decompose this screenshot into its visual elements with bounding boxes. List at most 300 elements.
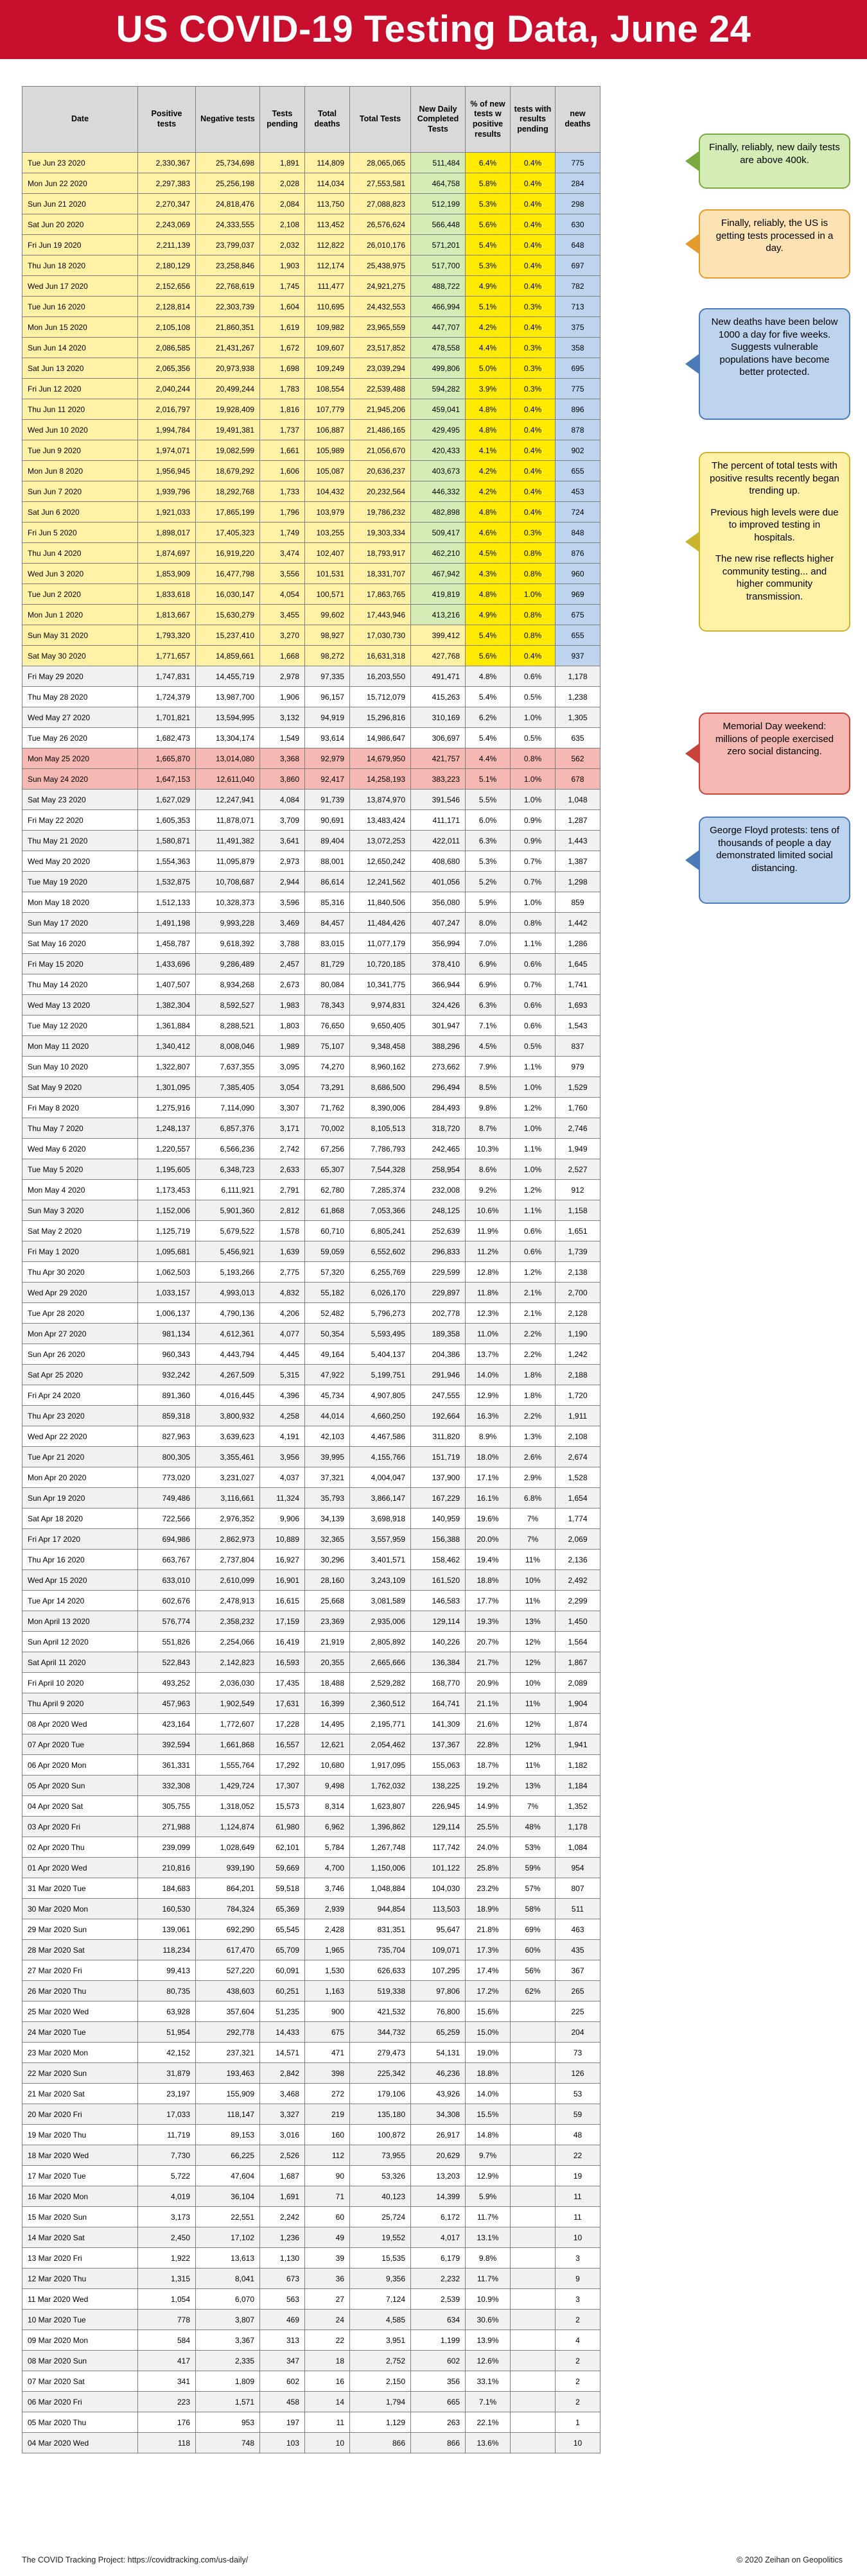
table-cell: 25 Mar 2020 Wed [22, 2001, 138, 2022]
table-cell: 10 Mar 2020 Tue [22, 2310, 138, 2330]
table-cell: 39 [305, 2248, 350, 2269]
table-cell: 4,467,586 [350, 1426, 411, 1447]
table-cell: 229,897 [411, 1283, 466, 1303]
table-cell: 137,900 [411, 1467, 466, 1488]
table-cell: 357,604 [196, 2001, 260, 2022]
table-cell: 2,358,232 [196, 1611, 260, 1632]
table-cell: 1,442 [556, 913, 600, 933]
table-cell: 1,178 [556, 666, 600, 687]
table-cell: 8,288,521 [196, 1016, 260, 1036]
table-cell: 100,571 [305, 584, 350, 605]
table-cell: 19.3% [466, 1611, 511, 1632]
table-cell: 22,539,488 [350, 379, 411, 399]
table-cell: 65,307 [305, 1159, 350, 1180]
table-cell: 3,788 [260, 933, 305, 954]
table-cell: 4,206 [260, 1303, 305, 1324]
table-cell: 5.4% [466, 687, 511, 707]
table-row [22, 1776, 600, 1796]
table-cell: 2.9% [511, 1467, 556, 1488]
table-cell: 0.4% [511, 235, 556, 255]
table-cell: 105,989 [305, 440, 350, 461]
table-cell: 2,939 [305, 1899, 350, 1919]
table-cell: 0.6% [511, 1016, 556, 1036]
table-cell: 3,468 [260, 2084, 305, 2104]
table-cell: 6.4% [466, 153, 511, 173]
table-cell: 944,854 [350, 1899, 411, 1919]
table-cell: 14.9% [466, 1796, 511, 1817]
table-cell: 118,234 [138, 1940, 196, 1960]
table-cell: 1,783 [260, 379, 305, 399]
table-cell: 97,806 [411, 1981, 466, 2001]
table-cell: 59,518 [260, 1878, 305, 1899]
table-cell: 5,593,495 [350, 1324, 411, 1344]
table-row [22, 1385, 600, 1406]
table-cell: 4 [556, 2330, 600, 2351]
table-row [22, 872, 600, 892]
table-cell: 27,088,823 [350, 194, 411, 214]
table-cell: 27,553,581 [350, 173, 411, 194]
table-cell: Sun May 31 2020 [22, 625, 138, 646]
table-cell: 447,707 [411, 317, 466, 338]
table-cell: 6,026,170 [350, 1283, 411, 1303]
table-cell: 1.1% [511, 1200, 556, 1221]
table-cell: 8.7% [466, 1118, 511, 1139]
table-cell: 1,921,033 [138, 502, 196, 523]
table-cell: 401,056 [411, 872, 466, 892]
table-cell: 784,324 [196, 1899, 260, 1919]
table-cell: 1,287 [556, 810, 600, 831]
table-cell: 11% [511, 1550, 556, 1570]
table-cell: Fri May 15 2020 [22, 954, 138, 974]
table-cell: 6,172 [411, 2207, 466, 2227]
table-cell [511, 2351, 556, 2371]
table-cell: 1.8% [511, 1385, 556, 1406]
table-cell: 0.4% [511, 399, 556, 420]
table-cell: 74,270 [305, 1057, 350, 1077]
table-cell: 1,305 [556, 707, 600, 728]
table-cell: 19 Mar 2020 Thu [22, 2125, 138, 2145]
table-cell: 1,965 [305, 1940, 350, 1960]
table-cell: Thu Jun 11 2020 [22, 399, 138, 420]
table-cell: 65,259 [411, 2022, 466, 2043]
table-cell: Mon Apr 20 2020 [22, 1467, 138, 1488]
table-cell: Sun April 12 2020 [22, 1632, 138, 1652]
table-cell: 06 Apr 2020 Mon [22, 1755, 138, 1776]
table-cell: 407,247 [411, 913, 466, 933]
table-cell: 1,733 [260, 481, 305, 502]
table-cell: 4.8% [466, 666, 511, 687]
table-cell [511, 2289, 556, 2310]
table-cell: 13.6% [466, 2433, 511, 2453]
table-cell [511, 2433, 556, 2453]
table-cell: 11.9% [466, 1221, 511, 1241]
table-cell: 630 [556, 214, 600, 235]
table-cell: 18,793,917 [350, 543, 411, 564]
table-cell: 48 [556, 2125, 600, 2145]
table-cell: 388,296 [411, 1036, 466, 1057]
table-row [22, 1632, 600, 1652]
table-row [22, 276, 600, 297]
table-cell: 158,462 [411, 1550, 466, 1570]
table-cell: 306,697 [411, 728, 466, 748]
table-cell: 398 [305, 2063, 350, 2084]
table-cell: 8,592,527 [196, 995, 260, 1016]
table-cell: 24,333,555 [196, 214, 260, 235]
table-cell: 4,155,766 [350, 1447, 411, 1467]
table-row [22, 194, 600, 214]
table-cell: 12% [511, 1652, 556, 1673]
table-cell: 30.6% [466, 2310, 511, 2330]
table-cell: 65,545 [260, 1919, 305, 1940]
table-cell: 04 Mar 2020 Wed [22, 2433, 138, 2453]
table-cell: 273,662 [411, 1057, 466, 1077]
table-row [22, 399, 600, 420]
table-cell: 20.0% [466, 1529, 511, 1550]
table-cell: 272 [305, 2084, 350, 2104]
table-cell: 9,286,489 [196, 954, 260, 974]
table-cell: 1,672 [260, 338, 305, 358]
table-cell: 2,150 [350, 2371, 411, 2392]
table-row [22, 564, 600, 584]
table-cell: 2,457 [260, 954, 305, 974]
table-row [22, 666, 600, 687]
table-cell: 30,296 [305, 1550, 350, 1570]
table-cell: Tue Jun 23 2020 [22, 153, 138, 173]
table-cell: 419,819 [411, 584, 466, 605]
table-cell: 2,335 [196, 2351, 260, 2371]
table-cell: 415,263 [411, 687, 466, 707]
table-cell: 13.7% [466, 1344, 511, 1365]
table-cell: Mon May 25 2020 [22, 748, 138, 769]
table-row [22, 2310, 600, 2330]
table-cell: 9,498 [305, 1776, 350, 1796]
table-cell: 0.4% [511, 194, 556, 214]
table-row [22, 1837, 600, 1858]
table-cell: 6,566,236 [196, 1139, 260, 1159]
table-cell: 859,318 [138, 1406, 196, 1426]
table-cell: 617,470 [196, 1940, 260, 1960]
table-cell: 59 [556, 2104, 600, 2125]
table-cell: 90,691 [305, 810, 350, 831]
table-cell: 54,131 [411, 2043, 466, 2063]
table-cell: Sun Apr 19 2020 [22, 1488, 138, 1508]
table-cell: 1,396,862 [350, 1817, 411, 1837]
table-cell: 11.8% [466, 1283, 511, 1303]
table-cell: 27 [305, 2289, 350, 2310]
table-cell: 5,784 [305, 1837, 350, 1858]
table-cell: 13,987,700 [196, 687, 260, 707]
table-row [22, 2186, 600, 2207]
table-cell: 80,735 [138, 1981, 196, 2001]
table-cell: Tue Jun 16 2020 [22, 297, 138, 317]
table-cell: 1,236 [260, 2227, 305, 2248]
table-cell: 4.8% [466, 502, 511, 523]
table-row [22, 954, 600, 974]
table-cell [511, 2248, 556, 2269]
table-cell: 1,745 [260, 276, 305, 297]
table-cell: 73,291 [305, 1077, 350, 1098]
table-row [22, 1303, 600, 1324]
table-cell: 491,471 [411, 666, 466, 687]
table-cell: 14 Mar 2020 Sat [22, 2227, 138, 2248]
table-cell: 22,551 [196, 2207, 260, 2227]
table-cell: 16,919,220 [196, 543, 260, 564]
table-row [22, 1940, 600, 1960]
table-cell: 17 Mar 2020 Tue [22, 2166, 138, 2186]
table-cell: 13,304,174 [196, 728, 260, 748]
table-cell: 07 Apr 2020 Tue [22, 1734, 138, 1755]
table-cell: 16,030,147 [196, 584, 260, 605]
table-cell: 11.7% [466, 2207, 511, 2227]
table-cell: 633,010 [138, 1570, 196, 1591]
table-cell: 1,580,871 [138, 831, 196, 851]
table-cell: 18,488 [305, 1673, 350, 1693]
table-cell: 22.1% [466, 2412, 511, 2433]
table-cell: 141,309 [411, 1714, 466, 1734]
table-cell: 511,484 [411, 153, 466, 173]
table-cell: 1,062,503 [138, 1262, 196, 1283]
table-cell: 2,492 [556, 1570, 600, 1591]
table-cell: 1,433,696 [138, 954, 196, 974]
table-cell: 25.8% [466, 1858, 511, 1878]
table-cell: 675 [556, 605, 600, 625]
table-cell: Fri May 8 2020 [22, 1098, 138, 1118]
table-cell: 1,687 [260, 2166, 305, 2186]
table-cell: 1,647,153 [138, 769, 196, 790]
table-cell: 311,820 [411, 1426, 466, 1447]
table-cell: 2,812 [260, 1200, 305, 1221]
table-cell: 21.7% [466, 1652, 511, 1673]
table-cell: 16,927 [260, 1550, 305, 1570]
table-cell: 232,008 [411, 1180, 466, 1200]
table-cell: 17,307 [260, 1776, 305, 1796]
table-cell: 298 [556, 194, 600, 214]
table-cell: 109,607 [305, 338, 350, 358]
table-cell: 11,840,506 [350, 892, 411, 913]
table-cell: 4,054 [260, 584, 305, 605]
table-cell: 6,179 [411, 2248, 466, 2269]
table-cell: 229,599 [411, 1262, 466, 1283]
table-cell: 482,898 [411, 502, 466, 523]
table-cell [511, 2166, 556, 2186]
table-cell: 168,770 [411, 1673, 466, 1693]
table-cell: 60% [511, 1940, 556, 1960]
table-row [22, 1960, 600, 1981]
table-cell: 10% [511, 1570, 556, 1591]
table-cell: 937 [556, 646, 600, 666]
table-cell: 1,774 [556, 1508, 600, 1529]
table-cell: 1,747,831 [138, 666, 196, 687]
table-cell: Wed May 20 2020 [22, 851, 138, 872]
table-cell: 0.3% [511, 379, 556, 399]
table-cell: 2,152,656 [138, 276, 196, 297]
table-cell: 01 Apr 2020 Wed [22, 1858, 138, 1878]
table-cell: Wed Apr 15 2020 [22, 1570, 138, 1591]
table-row [22, 214, 600, 235]
table-cell: 2,529,282 [350, 1673, 411, 1693]
table-row [22, 769, 600, 790]
table-cell: 469 [260, 2310, 305, 2330]
table-cell: 51,235 [260, 2001, 305, 2022]
table-cell: 464,758 [411, 173, 466, 194]
table-cell: 4.9% [466, 276, 511, 297]
table-cell: 1,443 [556, 831, 600, 851]
table-cell: 1,158 [556, 1200, 600, 1221]
table-cell: 6,348,723 [196, 1159, 260, 1180]
table-cell: 20,636,237 [350, 461, 411, 481]
table-cell: 782 [556, 276, 600, 297]
table-cell: 1,833,618 [138, 584, 196, 605]
table-cell: 17,030,730 [350, 625, 411, 646]
table-cell: 65,709 [260, 1940, 305, 1960]
table-cell: 135,180 [350, 2104, 411, 2125]
table-cell: 197 [260, 2412, 305, 2433]
table-cell: 103,979 [305, 502, 350, 523]
table-cell: 3,469 [260, 913, 305, 933]
table-cell: 634 [411, 2310, 466, 2330]
table-cell: 1.2% [511, 1262, 556, 1283]
table-cell: 0.4% [511, 153, 556, 173]
table-cell: 318,720 [411, 1118, 466, 1139]
table-cell: 1,939,796 [138, 481, 196, 502]
callout-protests [699, 817, 850, 904]
table-cell: 5.0% [466, 358, 511, 379]
table-cell: Wed May 27 2020 [22, 707, 138, 728]
table-row [22, 1365, 600, 1385]
table-cell: 2.2% [511, 1324, 556, 1344]
table-cell: Wed Jun 3 2020 [22, 564, 138, 584]
table-cell: 2,539 [411, 2289, 466, 2310]
table-cell: 21,919 [305, 1632, 350, 1652]
table-cell: 129,114 [411, 1817, 466, 1837]
table-row [22, 2001, 600, 2022]
table-cell: 78,343 [305, 995, 350, 1016]
table-cell: 5,456,921 [196, 1241, 260, 1262]
table-cell: 4.5% [466, 1036, 511, 1057]
table-row [22, 338, 600, 358]
table-cell: 1,182 [556, 1755, 600, 1776]
column-header: tests with results pending [511, 87, 556, 153]
table-cell: 1,318,052 [196, 1796, 260, 1817]
table-cell: Thu May 21 2020 [22, 831, 138, 851]
table-cell: 1,762,032 [350, 1776, 411, 1796]
table-row [22, 2145, 600, 2166]
table-row [22, 851, 600, 872]
table-cell: 19,552 [350, 2227, 411, 2248]
table-cell: 0.5% [511, 728, 556, 748]
table-cell: 499,806 [411, 358, 466, 379]
table-cell: 9,618,392 [196, 933, 260, 954]
table-cell: 1,698 [260, 358, 305, 379]
table-cell: 18 [305, 2351, 350, 2371]
table-cell: 10,328,373 [196, 892, 260, 913]
table-cell: 488,722 [411, 276, 466, 297]
table-cell: Mon Jun 15 2020 [22, 317, 138, 338]
copyright: © 2020 Zeihan on Geopolitics [737, 2555, 843, 2564]
table-cell: 0.8% [511, 605, 556, 625]
table-cell: Sat Apr 18 2020 [22, 1508, 138, 1529]
table-cell: 40,123 [350, 2186, 411, 2207]
table-cell: 31 Mar 2020 Tue [22, 1878, 138, 1899]
callout-text: Finally, reliably, new daily tests are above 400k. [709, 142, 840, 166]
table-cell: 271,988 [138, 1817, 196, 1837]
table-cell: 3,474 [260, 543, 305, 564]
table-cell: 1,693 [556, 995, 600, 1016]
table-cell: 46,236 [411, 2063, 466, 2084]
table-cell: 5.4% [466, 728, 511, 748]
table-cell: 6,255,769 [350, 1262, 411, 1283]
table-cell: 146,583 [411, 1591, 466, 1611]
table-cell: 258,954 [411, 1159, 466, 1180]
table-cell: 1,739 [556, 1241, 600, 1262]
table-cell: 7% [511, 1796, 556, 1817]
table-cell: 19,786,232 [350, 502, 411, 523]
column-header: new deaths [556, 87, 600, 153]
table-cell: 1,529 [556, 1077, 600, 1098]
table-cell [511, 2104, 556, 2125]
table-cell: 1,195,605 [138, 1159, 196, 1180]
table-cell: 11,324 [260, 1488, 305, 1508]
table-row [22, 687, 600, 707]
table-cell: 399,412 [411, 625, 466, 646]
table-cell: 1,760 [556, 1098, 600, 1118]
table-cell: 4,037 [260, 1467, 305, 1488]
table-cell: 1.3% [511, 1426, 556, 1447]
table-cell: 1.0% [511, 1159, 556, 1180]
callout-text: New deaths have been below 1000 a day for five weeks. Suggests vulnerable populations have become better protected. [711, 316, 838, 377]
table-cell: Fri May 29 2020 [22, 666, 138, 687]
table-cell: 284,493 [411, 1098, 466, 1118]
table-row [22, 1180, 600, 1200]
table-cell: 14,986,647 [350, 728, 411, 748]
table-cell: 19.6% [466, 1508, 511, 1529]
table-cell: 1,949 [556, 1139, 600, 1159]
table-cell: 9 [556, 2269, 600, 2289]
table-row [22, 790, 600, 810]
table-row [22, 1693, 600, 1714]
table-cell: 0.8% [511, 748, 556, 769]
table-cell: 1,382,304 [138, 995, 196, 1016]
table-cell: 18 Mar 2020 Wed [22, 2145, 138, 2166]
table-cell: 13,072,253 [350, 831, 411, 851]
table-cell: Sat April 11 2020 [22, 1652, 138, 1673]
table-cell: 89,404 [305, 831, 350, 851]
table-cell: 2,527 [556, 1159, 600, 1180]
table-row [22, 1016, 600, 1036]
table-cell: 226,945 [411, 1796, 466, 1817]
table-cell: 1,199 [411, 2330, 466, 2351]
table-cell: 6.0% [466, 810, 511, 831]
table-cell: 19 [556, 2166, 600, 2186]
table-cell: 2,978 [260, 666, 305, 687]
table-cell: 105,087 [305, 461, 350, 481]
table-cell: 4.9% [466, 605, 511, 625]
table-cell: 4,907,805 [350, 1385, 411, 1406]
table-cell: 204,386 [411, 1344, 466, 1365]
table-cell: 4,084 [260, 790, 305, 810]
table-cell: 109,982 [305, 317, 350, 338]
column-header: Positive tests [138, 87, 196, 153]
table-row [22, 1139, 600, 1159]
table-cell: 1,450 [556, 1611, 600, 1632]
table-cell: 7,053,366 [350, 1200, 411, 1221]
table-cell: 21.6% [466, 1714, 511, 1734]
table-cell: 34,308 [411, 2104, 466, 2125]
table-cell: 112 [305, 2145, 350, 2166]
table-cell: 2,054,462 [350, 1734, 411, 1755]
table-cell: Thu May 7 2020 [22, 1118, 138, 1139]
table-cell: 94,919 [305, 707, 350, 728]
